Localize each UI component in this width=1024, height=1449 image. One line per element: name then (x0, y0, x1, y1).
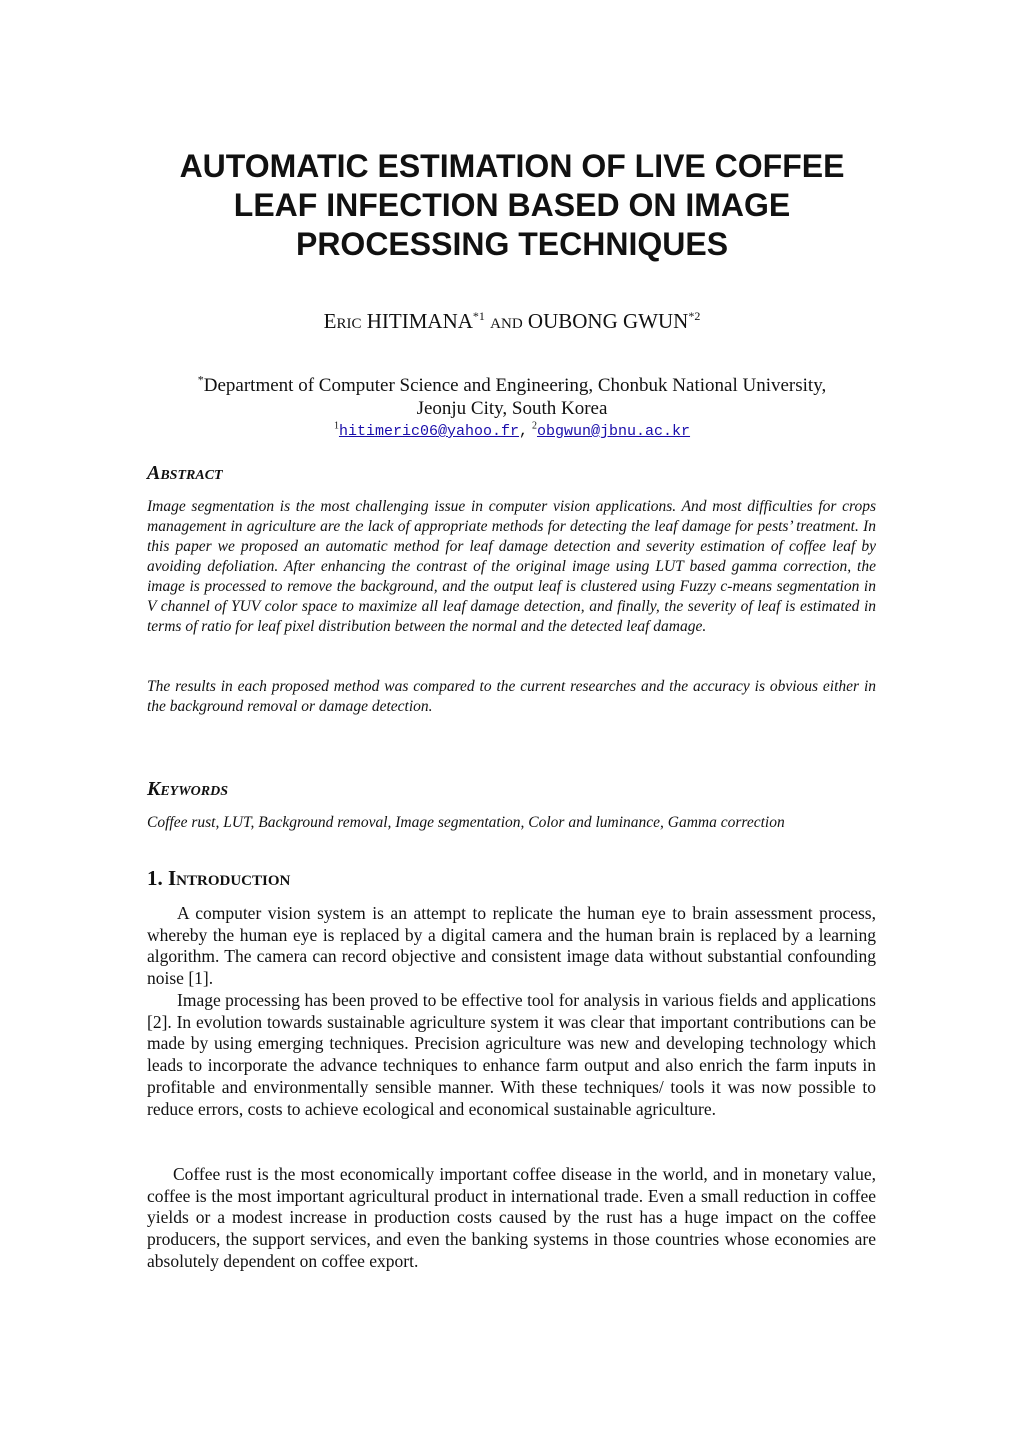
introduction-paragraph-3: Coffee rust is the most economically important coffee disease in the world, and in monetary value, coffee is the most important agricultural product in international trade. Even a small reduction in coffee yields or a modest increase in production costs caused by the rust has a huge impact on the coffee producers, the support services, and even the banking systems in those countries whose economies are absolutely dependent on coffee export. (147, 1164, 876, 1271)
author-1-mark: *1 (472, 309, 485, 323)
email-line (100, 421, 924, 442)
introduction-paragraph-2: Image processing has been proved to be effective tool for analysis in various fields and applications [2]. In evolution towards sustainable agriculture system it was clear that important contributions can be made by using emerging techniques. Precision agriculture was new and developing technology which leads to incorporate the advance techniques to enhance farm output and also enrich the farm inputs in profitable and environmentally sensible manner. With these techniques/ tools it was now possible to reduce errors, costs to achieve ecological and economical sustainable agriculture. (147, 990, 876, 1119)
author-list (100, 308, 924, 334)
abstract-paragraph-2: The results in each proposed method was compared to the current researches and the accuracy is obvious either in the background removal or damage detection. (147, 678, 876, 715)
abstract-paragraph-1: Image segmentation is the most challenging issue in computer vision applications. And most difficulties for crops management in agriculture are the lack of appropriate methods for detecting the leaf damage for pests’ treatment. In this paper we proposed an automatic method for leaf damage detection and severity estimation of coffee leaf by avoiding defoliation. After enhancing the contrast of the original image using LUT based gamma correction, the image is processed to remove the background, and the output leaf is clustered using Fuzzy c-means segmentation in V channel of YUV color space to maximize all leaf damage detection, and finally, the severity of leaf is estimated in terms of ratio for leaf pixel distribution between the normal and the detected leaf damage. (147, 498, 876, 635)
email-2-link[interactable]: obgwun@jbnu.ac.kr (537, 423, 691, 440)
affiliation-mark: * (197, 372, 204, 387)
keywords-heading: Keywords (147, 778, 229, 800)
affiliation (100, 374, 924, 420)
affiliation-line-1 (100, 374, 924, 397)
paper-title (100, 147, 924, 264)
title-line-1: AUTOMATIC ESTIMATION OF LIVE COFFEE (179, 148, 845, 184)
email-1-link[interactable]: hitimeric06@yahoo.fr (338, 423, 519, 440)
author-1-name: Eric HITIMANA (323, 309, 473, 333)
introduction-paragraph-1: A computer vision system is an attempt to replicate the human eye to brain assessment process, whereby the human eye is replaced by a digital camera and the human brain is replaced by a learning algorithm. The camera can record objective and consistent image data without substantial confounding noise [1]. (147, 903, 876, 989)
email-2-mark: 2 (532, 420, 537, 432)
title-line-2: LEAF INFECTION BASED ON IMAGE (233, 187, 791, 223)
email-separator: , (518, 423, 528, 440)
affiliation-text-1: Department of Computer Science and Engineering, Chonbuk National University, (203, 375, 827, 396)
author-conjunction: and (490, 309, 523, 333)
abstract-heading: Abstract (147, 462, 223, 484)
title-line-3: PROCESSING TECHNIQUES (295, 226, 729, 262)
author-2-name: OUBONG GWUN (527, 309, 689, 333)
introduction-heading: 1. Introduction (147, 866, 291, 890)
email-1-mark: 1 (333, 420, 339, 432)
author-2-mark: *2 (688, 309, 701, 323)
keywords-text: Coffee rust, LUT, Background removal, Image segmentation, Color and luminance, Gamma correction (147, 814, 785, 831)
affiliation-line-2: Jeonju City, South Korea (416, 398, 608, 419)
